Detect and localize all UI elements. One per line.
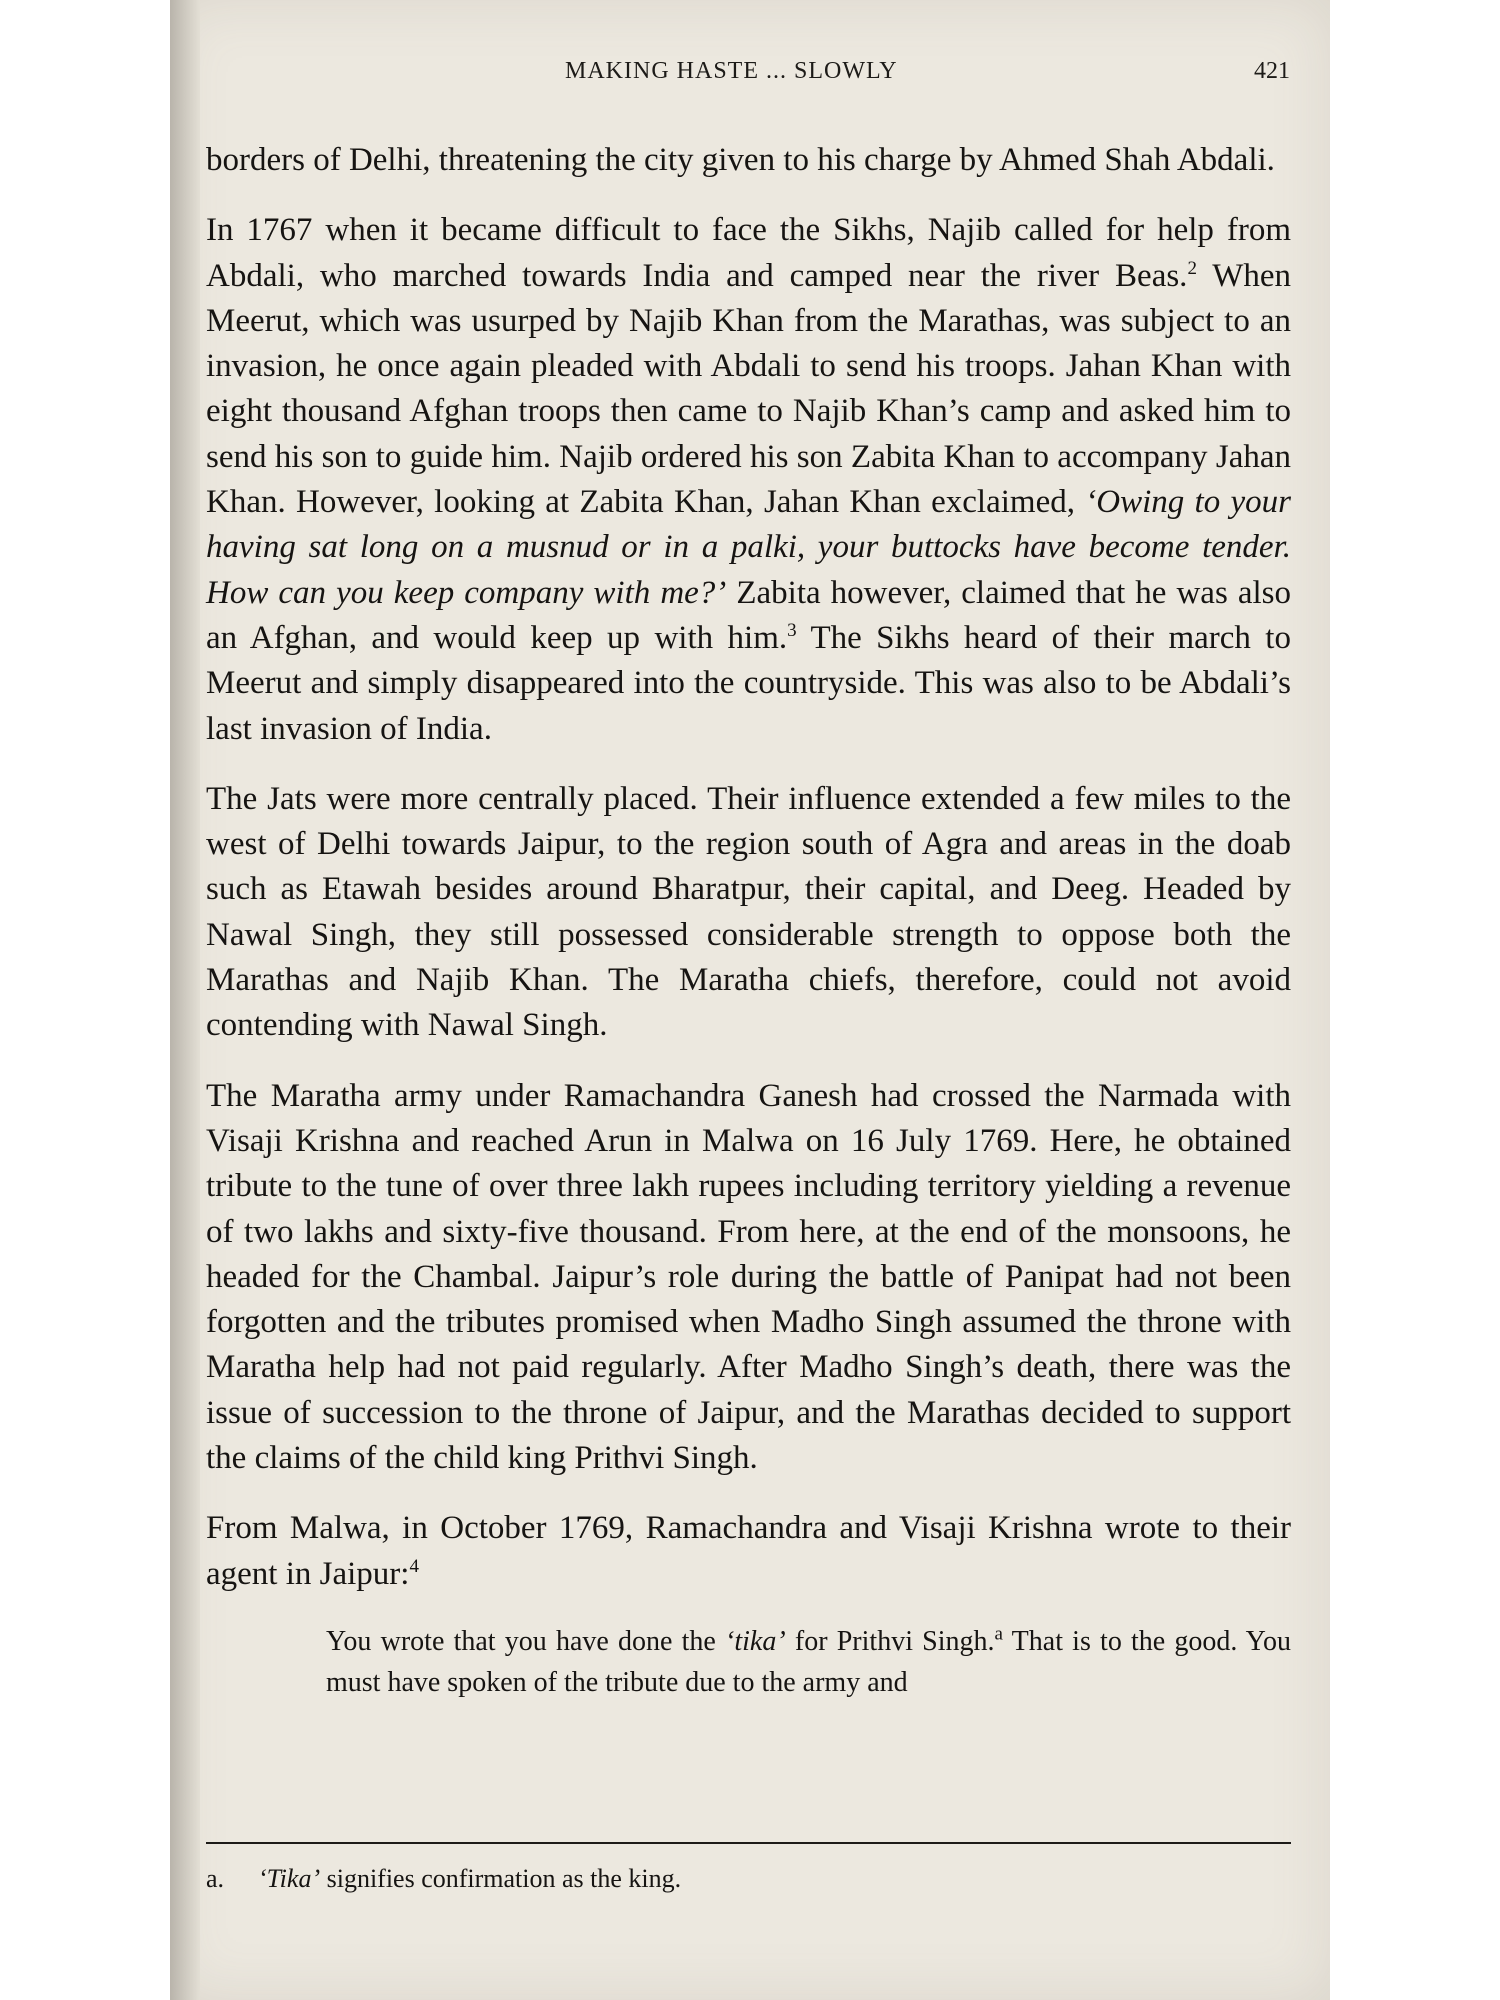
note-ref-3: 3 bbox=[787, 619, 797, 641]
book-page bbox=[170, 0, 1330, 2000]
block-quote bbox=[326, 1621, 1291, 1703]
footnote-marker: a. bbox=[206, 1864, 225, 1893]
block-quote-text-2: for Prithvi Singh. bbox=[785, 1625, 995, 1657]
note-ref-4: 4 bbox=[409, 1555, 419, 1577]
footnote-a bbox=[206, 1862, 1291, 1896]
body-text bbox=[206, 138, 1291, 1703]
paragraph-2-text-d: The Sikhs heard of their march to Meerut and simply disappeared into the countryside. This was also to be Abdali’s last invasion of India. bbox=[206, 619, 1291, 747]
footnote-term: ‘Tika’ bbox=[258, 1864, 321, 1893]
footnote-divider bbox=[206, 1842, 1291, 1844]
paragraph-1 bbox=[206, 138, 1291, 183]
paragraph-3 bbox=[206, 777, 1291, 1049]
paragraph-4 bbox=[206, 1074, 1291, 1482]
page-header bbox=[170, 58, 1330, 94]
paragraph-2 bbox=[206, 208, 1291, 752]
note-ref-a: a bbox=[994, 1623, 1003, 1645]
paragraph-2-quote: ‘Owing to your having sat long on a musnud or in a palki, your buttocks have become tender. How can you keep company with me?’ bbox=[206, 484, 1291, 611]
block-quote-term: ‘tika’ bbox=[725, 1625, 786, 1657]
paragraph-5-text: From Malwa, in October 1769, Ramachandra and Visaji Krishna wrote to their agent in Jaipur: bbox=[206, 1510, 1291, 1592]
block-quote-text-3: That is to the good. You must have spoken of the tribute due to the army and bbox=[326, 1625, 1292, 1698]
paragraph-2-text-a: In 1767 when it became difficult to face the Sikhs, Najib called for help from Abdali, who marched towards India and camped near the river Beas. bbox=[206, 212, 1291, 294]
block-quote-text-1: You wrote that you have done the bbox=[326, 1625, 726, 1657]
paragraph-2-text-c: Zabita however, claimed that he was also an Afghan, and would keep up with him. bbox=[206, 574, 1291, 656]
page-number: 421 bbox=[1254, 58, 1290, 84]
paragraph-1-text: borders of Delhi, threatening the city given to his charge by Ahmed Shah Abdali. bbox=[206, 142, 1275, 178]
running-title: MAKING HASTE ... SLOWLY bbox=[565, 58, 898, 84]
paragraph-4-text: The Maratha army under Ramachandra Ganesh had crossed the Narmada with Visaji Krishna and reached Arun in Malwa on 16 July 1769. Here, he obtained tribute to the tune of over three lakh rupees including territory yielding a revenue of two lakhs and sixty-five thousand. From here, at the end of the monsoons, he headed for the Chambal. Jaipur’s role during the battle of Panipat had not been forgotten and the tributes promised when Madho Singh assumed the throne with Maratha help had not paid regularly. After Madho Singh’s death, there was the issue of succession to the throne of Jaipur, and the Marathas decided to support the claims of the child king Prithvi Singh. bbox=[206, 1077, 1291, 1477]
paragraph-2-text-b: When Meerut, which was usurped by Najib Khan from the Marathas, was subject to an invasion, he once again pleaded with Abdali to send his troops. Jahan Khan with eight thousand Afghan troops then came to Najib Khan’s camp and asked him to send his son to guide him. Najib ordered his son Zabita Khan to accompany Jahan Khan. However, looking at Zabita Khan, Jahan Khan exclaimed, bbox=[206, 257, 1291, 521]
page-gutter-shadow bbox=[170, 0, 200, 2000]
paragraph-3-text: The Jats were more centrally placed. Their influence extended a few miles to the west of Delhi towards Jaipur, to the region south of Agra and areas in the doab such as Etawah besides around Bharatpur, their capital, and Deeg. Headed by Nawal Singh, they still possessed considerable strength to oppose both the Marathas and Najib Khan. The Maratha chiefs, therefore, could not avoid contending with Nawal Singh. bbox=[206, 780, 1291, 1044]
paragraph-5 bbox=[206, 1506, 1291, 1597]
footnote-text: signifies confirmation as the king. bbox=[320, 1864, 682, 1893]
note-ref-2: 2 bbox=[1187, 257, 1197, 279]
